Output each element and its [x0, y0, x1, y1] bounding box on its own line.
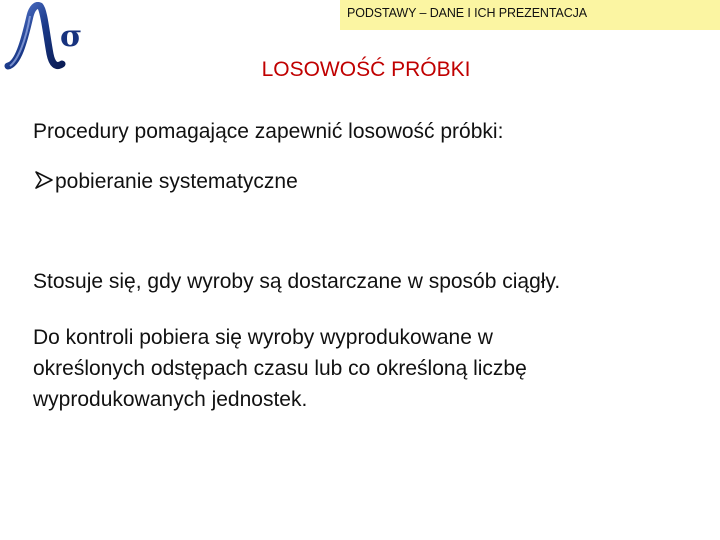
paragraph-line: określonych odstępach czasu lub co określoną liczbę	[33, 357, 527, 380]
header-banner	[340, 0, 720, 30]
intro-text: Procedury pomagające zapewnić losowość próbki:	[33, 120, 504, 143]
bullet-item	[33, 170, 298, 194]
svg-text:σ: σ	[60, 19, 83, 54]
paragraph-line: wyprodukowanych jednostek.	[33, 388, 308, 411]
header-text: PODSTAWY – DANE I ICH PREZENTACJA	[347, 6, 588, 20]
bullet-text: pobieranie systematyczne	[55, 170, 298, 193]
arrow-bullet-icon	[33, 170, 55, 190]
paragraph-line: Do kontroli pobiera się wyroby wyprodukowane w	[33, 326, 493, 349]
slide-title: LOSOWOŚĆ PRÓBKI	[261, 58, 471, 81]
paragraph-control	[33, 322, 673, 415]
paragraph-continuous: Stosuje się, gdy wyroby są dostarczane w sposób ciągły.	[33, 270, 561, 293]
